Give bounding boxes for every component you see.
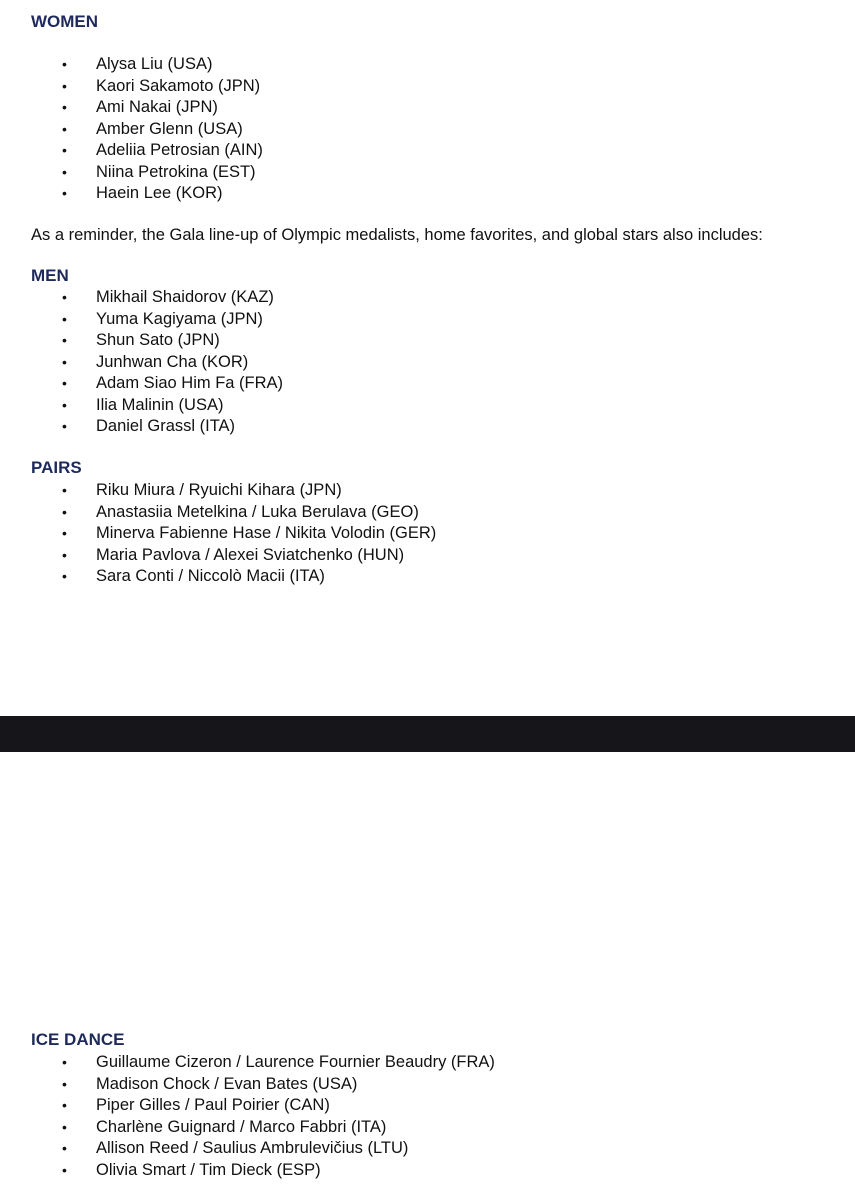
bullet-icon: •	[62, 525, 67, 541]
skater-name: Ami Nakai (JPN)	[96, 98, 218, 116]
skater-name: Shun Sato (JPN)	[96, 331, 220, 349]
bullet-icon: •	[62, 375, 67, 391]
skater-name: Amber Glenn (USA)	[96, 119, 243, 138]
bullet-icon: •	[62, 1161, 67, 1178]
section-heading-pairs: PAIRS	[31, 458, 82, 477]
bullet-icon: •	[62, 120, 67, 137]
team-name: Maria Pavlova / Alexei Sviatchenko (HUN)	[96, 545, 405, 564]
bullet-icon: •	[62, 482, 67, 498]
team-name: Minerva Fabienne Hase / Nikita Volodin (GER)	[96, 524, 437, 542]
skater-name: Daniel Grassl (ITA)	[96, 417, 236, 435]
bullet-icon: •	[62, 353, 67, 370]
section-heading-men: MEN	[31, 266, 69, 285]
bullet-icon: •	[62, 1054, 67, 1070]
team-name: Piper Gilles / Paul Poirier (CAN)	[96, 1096, 330, 1114]
bullet-icon: •	[62, 503, 67, 520]
skater-name: Junhwan Cha (KOR)	[96, 352, 249, 371]
team-name: Guillaume Cizeron / Laurence Fournier Beaudry (FRA)	[96, 1053, 495, 1071]
reminder-paragraph: As a reminder, the Gala line-up of Olympic medalists, home favorites, and global stars also includes:	[31, 226, 763, 244]
team-name: Anastasiia Metelkina / Luka Berulava (GEO)	[96, 502, 419, 521]
bullet-icon: •	[62, 77, 67, 94]
bullet-icon: •	[62, 332, 67, 348]
skater-name: Alysa Liu (USA)	[96, 55, 213, 73]
skater-name: Adam Siao Him Fa (FRA)	[96, 374, 284, 392]
bullet-icon: •	[62, 163, 67, 180]
team-name: Riku Miura / Ryuichi Kihara (JPN)	[96, 481, 342, 499]
skater-name: Yuma Kagiyama (JPN)	[96, 309, 263, 328]
bullet-icon: •	[62, 142, 67, 158]
bullet-icon: •	[62, 1075, 67, 1092]
team-name: Charlène Guignard / Marco Fabbri (ITA)	[96, 1117, 387, 1136]
bullet-icon: •	[62, 185, 67, 201]
skater-name: Niina Petrokina (EST)	[96, 162, 256, 181]
bullet-icon: •	[62, 56, 67, 72]
bullet-icon: •	[62, 1140, 67, 1156]
bullet-icon: •	[62, 546, 67, 563]
section-heading-ice-dance: ICE DANCE	[31, 1030, 125, 1049]
team-name: Sara Conti / Niccolò Macii (ITA)	[96, 567, 325, 585]
section-heading-women: WOMEN	[31, 12, 99, 31]
bullet-icon: •	[62, 1118, 67, 1135]
team-name: Olivia Smart / Tim Dieck (ESP)	[96, 1160, 321, 1179]
bullet-icon: •	[62, 1097, 67, 1113]
skater-name: Haein Lee (KOR)	[96, 184, 223, 202]
bullet-icon: •	[62, 396, 67, 413]
bullet-icon: •	[62, 99, 67, 115]
team-name: Allison Reed / Saulius Ambrulevičius (LTU)	[96, 1139, 409, 1157]
skater-name: Adeliia Petrosian (AIN)	[96, 141, 263, 159]
bullet-icon: •	[62, 418, 67, 434]
team-name: Madison Chock / Evan Bates (USA)	[96, 1074, 358, 1093]
skater-name: Ilia Malinin (USA)	[96, 395, 224, 414]
bullet-icon: •	[62, 568, 67, 584]
bullet-icon: •	[62, 310, 67, 327]
skater-name: Kaori Sakamoto (JPN)	[96, 76, 261, 95]
bullet-icon: •	[62, 289, 67, 305]
skater-name: Mikhail Shaidorov (KAZ)	[96, 288, 274, 306]
page-break-bar	[0, 716, 855, 752]
